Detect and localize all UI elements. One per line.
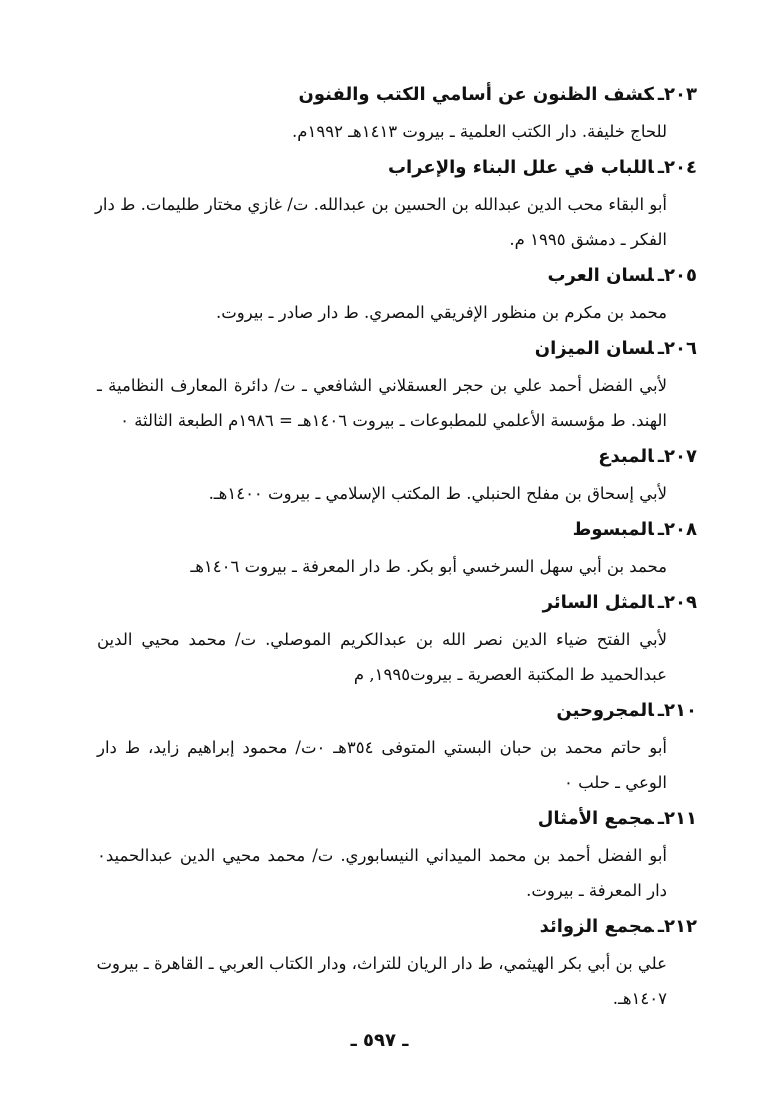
bibliography-entry [97,800,697,908]
entry-description [97,946,667,1016]
bibliography-list [94,76,697,1016]
entry-title: مجمع الأمثال [537,808,654,829]
entry-description [97,622,667,692]
entry-line: للحاج خليفة. دار الكتب العلمية ـ بيروت ١٤١٣هـ ١٩٩٢م. [292,122,667,141]
entry-heading [97,149,697,187]
entry-title: المبسوط [572,519,654,540]
entry-description [97,838,667,908]
entry-line: الوعي ـ حلب ٠ [563,773,667,792]
entry-line: محمد بن أبي سهل السرخسي أبو بكر. ط دار المعرفة ـ بيروت ١٤٠٦هـ [190,557,667,576]
entry-heading [97,438,697,476]
bibliography-entry [97,257,697,330]
entry-heading [97,330,697,368]
entry-number: ٢١٢ـ [657,916,697,937]
entry-description [97,476,667,511]
entry-line: محمد بن مكرم بن منظور الإفريقي المصري. ط دار صادر ـ بيروت. [216,303,667,322]
entry-title: مجمع الزوائد [539,916,654,937]
entry-title: المجروحين [556,700,654,721]
entry-line: أبو الفضل أحمد بن محمد الميداني النيسابوري. ت/ محمد محيي الدين عبدالحميد٠ [97,846,667,865]
entry-line: أبو حاتم محمد بن حبان البستي المتوفى ٣٥٤هـ ٠ت/ محمود إبراهيم زايد، ط دار [97,738,668,757]
bibliography-entry [97,692,697,800]
entry-heading [97,511,697,549]
entry-number: ٢٠٨ـ [657,519,697,540]
entry-title: كشف الظنون عن أسامي الكتب والفنون [298,84,654,105]
entry-description [94,187,667,257]
bibliography-entry [97,908,697,1016]
entry-number: ٢٠٧ـ [657,446,697,467]
entry-line: لأبي الفتح ضياء الدين نصر الله بن عبدالكريم الموصلي. ت/ محمد محيي الدين [97,630,667,649]
entry-line: لأبي إسحاق بن مفلح الحنبلي. ط المكتب الإسلامي ـ بيروت ١٤٠٠هـ. [208,484,667,503]
entry-description [97,114,667,149]
entry-number: ٢٠٦ـ [657,338,697,359]
entry-number: ٢٠٣ـ [657,84,697,105]
bibliography-entry [97,330,697,438]
page-number: ـ ٥٩٧ ـ [350,1030,409,1051]
entry-title: المبدع [598,446,654,467]
entry-title: اللباب في علل البناء والإعراب [387,157,654,178]
entry-line: دار المعرفة ـ بيروت. [526,881,667,900]
entry-line: لأبي الفضل أحمد علي بن حجر العسقلاني الشافعي ـ ت/ دائرة المعارف النظامية ـ [97,376,667,395]
entry-heading [97,908,697,946]
entry-description [97,295,667,330]
entry-line: الهند. ط مؤسسة الأعلمي للمطبوعات ـ بيروت ١٤٠٦هـ = ١٩٨٦م الطبعة الثالثة ٠ [120,411,667,430]
entry-heading [97,584,697,622]
entry-title: لسان الميزان [534,338,654,359]
entry-number: ٢٠٥ـ [657,265,697,286]
entry-number: ٢٠٩ـ [657,592,697,613]
bibliography-entry [97,438,697,511]
bibliography-entry [97,76,697,149]
entry-description [97,730,667,800]
entry-number: ٢١١ـ [657,808,697,829]
entry-heading [97,800,697,838]
entry-line: أبو البقاء محب الدين عبدالله بن الحسين بن عبدالله. ت/ غازي مختار طليمات. ط دار [94,195,667,214]
bibliography-entry [97,584,697,692]
entry-line: ١٤٠٧هـ. [612,989,667,1008]
entry-line: الفكر ـ دمشق ١٩٩٥ م. [509,230,667,249]
entry-heading [97,257,697,295]
entry-description [97,368,667,438]
bibliography-entry [97,511,697,584]
entry-heading [97,692,697,730]
entry-title: المثل السائر [542,592,654,613]
bibliography-entry [94,149,697,257]
entry-heading [97,76,697,114]
entry-number: ٢١٠ـ [657,700,697,721]
entry-description [97,549,667,584]
entry-line: علي بن أبي بكر الهيثمي، ط دار الريان للتراث، ودار الكتاب العربي ـ القاهرة ـ بيروت [96,954,667,973]
entry-line: عبدالحميد ط المكتبة العصرية ـ بيروت١٩٩٥, م [353,665,667,684]
entry-title: لسان العرب [547,265,654,286]
entry-number: ٢٠٤ـ [657,157,697,178]
